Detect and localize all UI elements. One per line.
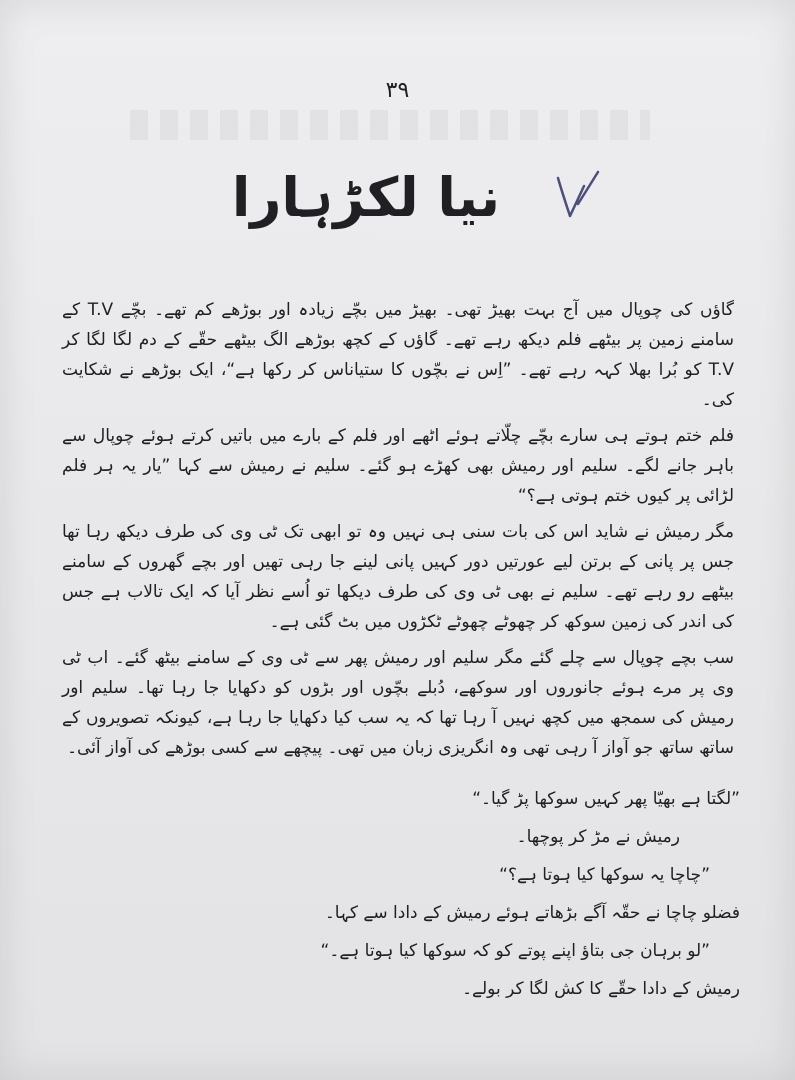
dialog-line: ”لو برہان جی بتاؤ اپنے پوتے کو کہ سوکھا کیا ہوتا ہے۔“ — [320, 941, 710, 961]
title-area — [0, 158, 795, 268]
story-body — [62, 295, 734, 769]
paragraph: مگر رمیش نے شاید اس کی بات سنی ہی نہیں وہ تو ابھی تک ٹی وی کی طرف دیکھ رہا تھا جس پر پانی کے برتن لیے عورتیں دور کہیں پانی لینے جا رہی تھیں اور بچے گھروں کے سامنے بیٹھے رو رہے تھے۔ سلیم نے بھی ٹی وی کی طرف دیکھا تو اُسے نظر آیا کہ ایک تالاب ہے جس کی اندر کی زمین سوکھ کر چھوٹے چھوٹے ٹکڑوں میں بٹ گئی ہے۔ — [62, 522, 734, 632]
dialog-line: رمیش نے مڑ کر پوچھا۔ — [516, 827, 680, 847]
bleed-through-text — [130, 110, 650, 140]
paragraph: گاؤں کی چوپال میں آج بہت بھیڑ تھی۔ بھیڑ میں بچّے زیادہ اور بوڑھے کم تھے۔ بچّے T.V کے سامنے زمین پر بیٹھے فلم دیکھ رہے تھے۔ گاؤں کے کچھ بوڑھے الگ بیٹھے حقّے کے دم لگا لگا کر T.V کو بُرا بھلا کہہ رہے تھے۔ ”اِس نے بچّوں کا ستیاناس کر رکھا ہے“، ایک بوڑھے نے شکایت کی۔ — [62, 300, 734, 410]
dialog-line: رمیش کے دادا حقّے کا کش لگا کر بولے۔ — [462, 979, 740, 999]
dialog-block — [270, 780, 740, 1008]
page-number: ۳۹ — [385, 78, 410, 103]
dialog-line: ”لگتا ہے بھیّا پھر کہیں سوکھا پڑ گیا۔“ — [472, 789, 740, 809]
chapter-title: نیا لکڑہارا — [231, 166, 500, 229]
paragraph: سب بچے چوپال سے چلے گئے مگر سلیم اور رمیش پھر سے ٹی وی کے سامنے بیٹھ گئے۔ اب ٹی وی پر مرے ہوئے جانوروں اور سوکھے، دُبلے بچّوں اور بڑوں کو دکھایا جا رہا تھا۔ سلیم اور رمیش کی سمجھ میں کچھ نہیں آ رہا تھا کہ یہ سب کیا دکھایا جا رہا ہے، کیونکہ تصویروں کے ساتھ ساتھ جو آواز آ رہی تھی وہ انگریزی زبان میں تھی۔ پیچھے سے کسی بوڑھے کی آواز آئی۔ — [62, 648, 734, 758]
dialog-line: ”چاچا یہ سوکھا کیا ہوتا ہے؟“ — [499, 865, 710, 885]
dialog-line: فضلو چاچا نے حقّہ آگے بڑھاتے ہوئے رمیش کے دادا سے کہا۔ — [324, 903, 740, 923]
paragraph: فلم ختم ہوتے ہی سارے بچّے چلّاتے ہوئے اٹھے اور فلم کے بارے میں باتیں کرتے ہوئے چوپال سے باہر جانے لگے۔ سلیم اور رمیش بھی کھڑے ہو گئے۔ سلیم نے رمیش سے کہا ”یار یہ ہر فلم لڑائی پر کیوں ختم ہوتی ہے؟“ — [62, 426, 734, 506]
check-mark-icon — [548, 164, 608, 224]
